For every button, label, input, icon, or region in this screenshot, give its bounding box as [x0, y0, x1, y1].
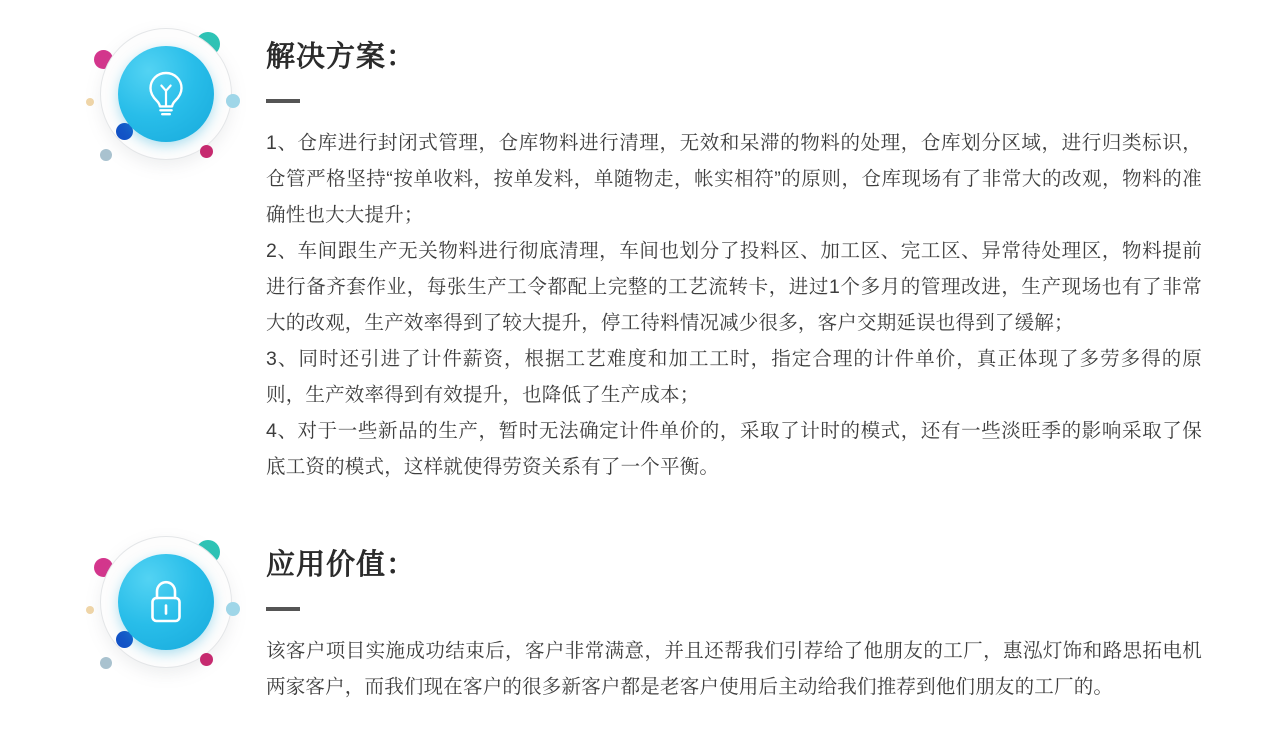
decor-dot-sand: [86, 98, 94, 106]
decor-dot-cyan: [226, 94, 240, 108]
lightbulb-icon: [143, 68, 189, 120]
badge-lock: [78, 514, 254, 690]
section-body: [266, 633, 1202, 705]
badge-disc: [118, 554, 214, 650]
paragraph: 1、仓库进行封闭式管理，仓库物料进行清理，无效和呆滞的物料的处理，仓库划分区域，进行归类标识，仓管严格坚持“按单收料，按单发料，单随物走，帐实相符”的原则，仓库现场有了非常大的改观，物料的准确性也大大提升；: [266, 131, 1202, 226]
badge-lightbulb: [78, 6, 254, 182]
decor-dot-gray: [100, 149, 112, 161]
decor-dot-magenta: [200, 145, 213, 158]
section-body: [266, 125, 1202, 485]
section-heading: 解决方案：: [266, 41, 417, 73]
heading-underline: [266, 607, 300, 611]
decor-dot-sand: [86, 606, 94, 614]
heading-underline: [266, 99, 300, 103]
paragraph: 4、对于一些新品的生产，暂时无法确定计件单价的，采取了计时的模式，还有一些淡旺季的影响采取了保底工资的模式，这样就使得劳资关系有了一个平衡。: [266, 419, 1202, 478]
badge-disc: [118, 46, 214, 142]
decor-dot-gray: [100, 657, 112, 669]
paragraph: 3、同时还引进了计件薪资，根据工艺难度和加工工时，指定合理的计件单价，真正体现了多劳多得的原则，生产效率得到有效提升，也降低了生产成本；: [266, 347, 1202, 406]
paragraph: 2、车间跟生产无关物料进行彻底清理，车间也划分了投料区、加工区、完工区、异常待处理区，物料提前进行备齐套作业，每张生产工令都配上完整的工艺流转卡，进过1个多月的管理改进，生产现场也有了非常大的改观，生产效率得到了较大提升，停工待料情况减少很多，客户交期延误也得到了缓解；: [266, 239, 1202, 334]
decor-dot-cyan: [226, 602, 240, 616]
paragraph: 该客户项目实施成功结束后，客户非常满意，并且还帮我们引荐给了他朋友的工厂，惠泓灯饰和路思拓电机两家客户，而我们现在客户的很多新客户都是老客户使用后主动给我们推荐到他们朋友的工厂的。: [266, 639, 1202, 698]
section-text-column: [266, 508, 1202, 705]
section-heading: 应用价值：: [266, 549, 417, 581]
section-text-column: [266, 0, 1202, 485]
decor-dot-magenta: [200, 653, 213, 666]
lock-icon: [144, 577, 188, 627]
